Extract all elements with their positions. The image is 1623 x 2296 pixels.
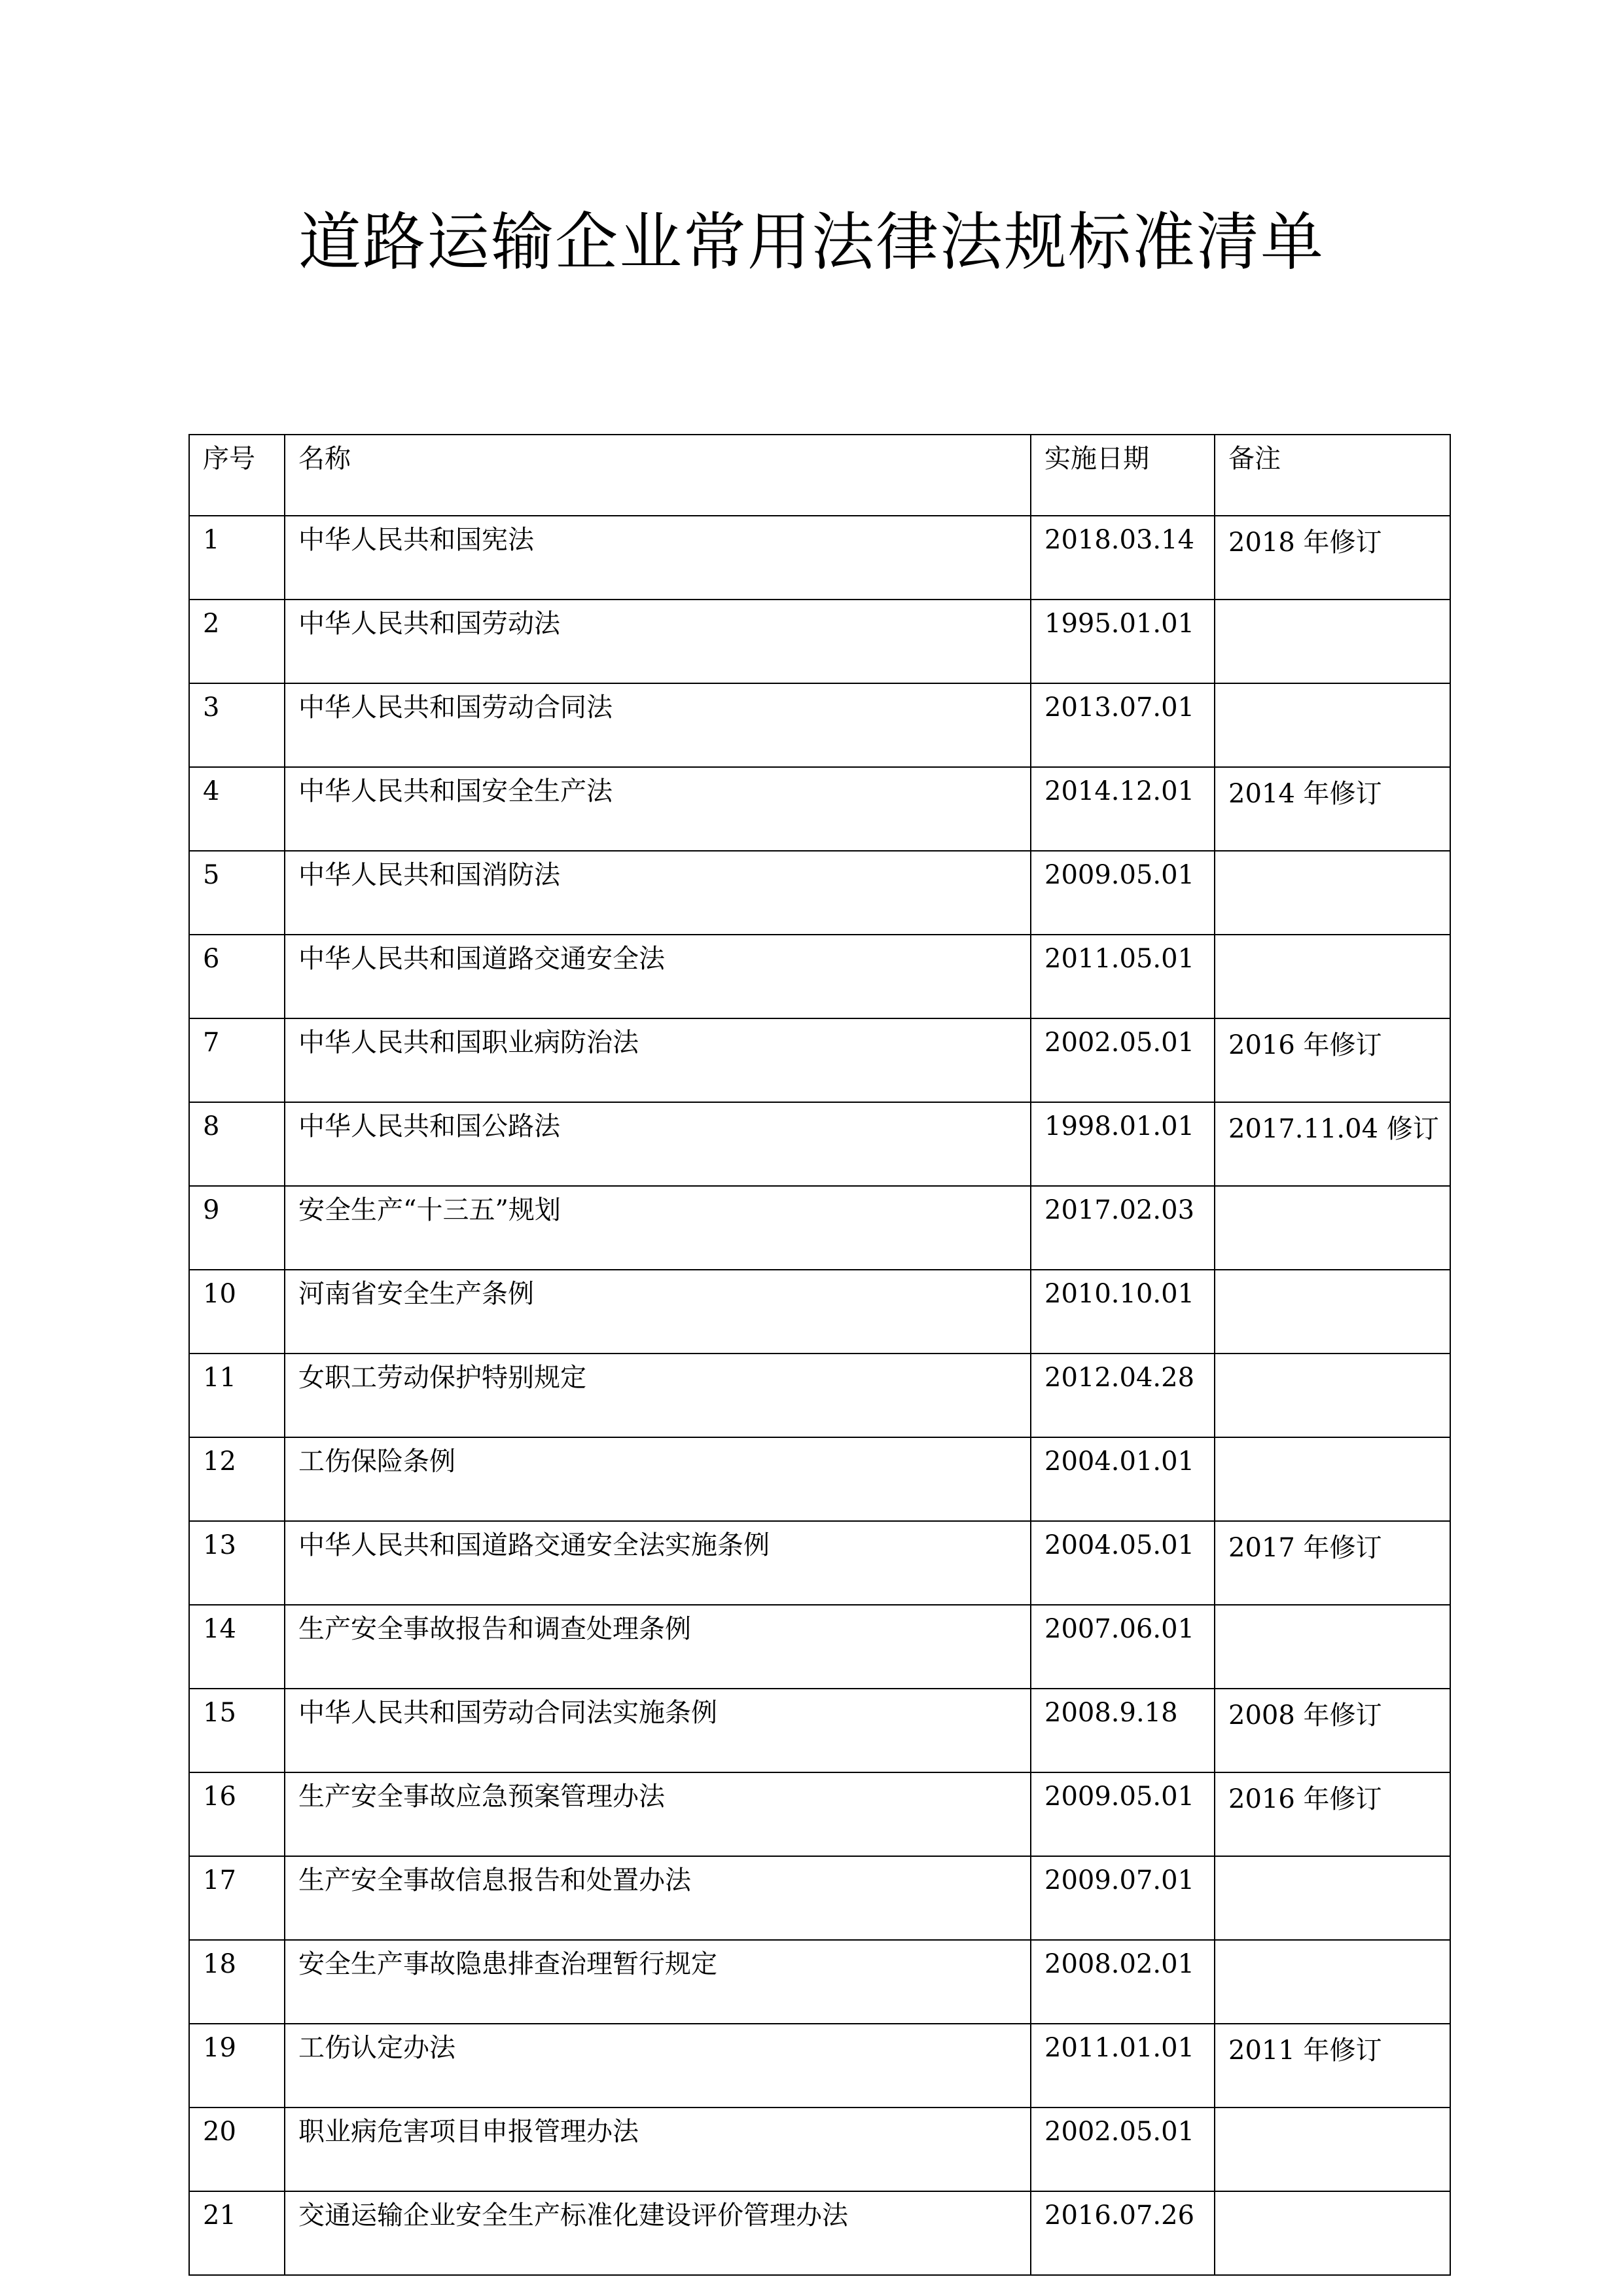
table-row bbox=[189, 1018, 1450, 1102]
cell-serial-number: 20 bbox=[189, 2108, 285, 2191]
cell-name: 工伤认定办法 bbox=[285, 2024, 1031, 2108]
table-row bbox=[189, 1354, 1450, 1437]
table-row bbox=[189, 2191, 1450, 2275]
cell-serial-number: 14 bbox=[189, 1605, 285, 1689]
cell-effective-date: 2002.05.01 bbox=[1031, 2108, 1215, 2191]
cell-effective-date: 2018.03.14 bbox=[1031, 516, 1215, 600]
cell-remarks: 2017 年修订 bbox=[1215, 1521, 1450, 1605]
cell-effective-date: 2007.06.01 bbox=[1031, 1605, 1215, 1689]
cell-name: 生产安全事故信息报告和处置办法 bbox=[285, 1856, 1031, 1940]
cell-effective-date: 1998.01.01 bbox=[1031, 1102, 1215, 1186]
cell-name: 中华人民共和国劳动合同法 bbox=[285, 683, 1031, 767]
cell-effective-date: 2008.9.18 bbox=[1031, 1689, 1215, 1772]
cell-name: 工伤保险条例 bbox=[285, 1437, 1031, 1521]
cell-effective-date: 2009.05.01 bbox=[1031, 1772, 1215, 1856]
table-row bbox=[189, 1521, 1450, 1605]
cell-remarks bbox=[1215, 683, 1450, 767]
cell-name: 女职工劳动保护特别规定 bbox=[285, 1354, 1031, 1437]
cell-effective-date: 2002.05.01 bbox=[1031, 1018, 1215, 1102]
cell-serial-number: 21 bbox=[189, 2191, 285, 2275]
cell-name: 河南省安全生产条例 bbox=[285, 1270, 1031, 1354]
table-row bbox=[189, 600, 1450, 683]
cell-name: 中华人民共和国宪法 bbox=[285, 516, 1031, 600]
cell-name: 中华人民共和国道路交通安全法实施条例 bbox=[285, 1521, 1031, 1605]
cell-remarks bbox=[1215, 1186, 1450, 1270]
cell-remarks: 2018 年修订 bbox=[1215, 516, 1450, 600]
cell-remarks: 2017.11.04 修订 bbox=[1215, 1102, 1450, 1186]
table-body bbox=[189, 516, 1450, 2275]
cell-serial-number: 17 bbox=[189, 1856, 285, 1940]
cell-name: 中华人民共和国公路法 bbox=[285, 1102, 1031, 1186]
cell-name: 交通运输企业安全生产标准化建设评价管理办法 bbox=[285, 2191, 1031, 2275]
cell-effective-date: 2004.05.01 bbox=[1031, 1521, 1215, 1605]
cell-serial-number: 10 bbox=[189, 1270, 285, 1354]
cell-serial-number: 2 bbox=[189, 600, 285, 683]
cell-serial-number: 15 bbox=[189, 1689, 285, 1772]
cell-effective-date: 1995.01.01 bbox=[1031, 600, 1215, 683]
cell-remarks bbox=[1215, 851, 1450, 935]
cell-serial-number: 18 bbox=[189, 1940, 285, 2024]
table-row bbox=[189, 2108, 1450, 2191]
cell-effective-date: 2017.02.03 bbox=[1031, 1186, 1215, 1270]
cell-effective-date: 2012.04.28 bbox=[1031, 1354, 1215, 1437]
law-regulation-table bbox=[188, 434, 1451, 2276]
cell-name: 职业病危害项目申报管理办法 bbox=[285, 2108, 1031, 2191]
cell-remarks: 2008 年修订 bbox=[1215, 1689, 1450, 1772]
cell-serial-number: 9 bbox=[189, 1186, 285, 1270]
cell-effective-date: 2011.01.01 bbox=[1031, 2024, 1215, 2108]
cell-name: 中华人民共和国道路交通安全法 bbox=[285, 935, 1031, 1018]
cell-serial-number: 7 bbox=[189, 1018, 285, 1102]
cell-name: 中华人民共和国安全生产法 bbox=[285, 767, 1031, 851]
cell-serial-number: 12 bbox=[189, 1437, 285, 1521]
table-row bbox=[189, 683, 1450, 767]
cell-effective-date: 2013.07.01 bbox=[1031, 683, 1215, 767]
table-row bbox=[189, 1605, 1450, 1689]
document-title: 道路运输企业常用法律法规标准清单 bbox=[298, 206, 1325, 279]
header-effective-date: 实施日期 bbox=[1031, 435, 1215, 516]
cell-effective-date: 2011.05.01 bbox=[1031, 935, 1215, 1018]
cell-remarks bbox=[1215, 935, 1450, 1018]
cell-serial-number: 13 bbox=[189, 1521, 285, 1605]
cell-remarks bbox=[1215, 2191, 1450, 2275]
table-row bbox=[189, 1856, 1450, 1940]
cell-name: 安全生产“十三五”规划 bbox=[285, 1186, 1031, 1270]
cell-name: 生产安全事故报告和调查处理条例 bbox=[285, 1605, 1031, 1689]
cell-effective-date: 2004.01.01 bbox=[1031, 1437, 1215, 1521]
cell-name: 生产安全事故应急预案管理办法 bbox=[285, 1772, 1031, 1856]
table-row bbox=[189, 516, 1450, 600]
table-row bbox=[189, 1940, 1450, 2024]
cell-remarks: 2014 年修订 bbox=[1215, 767, 1450, 851]
cell-name: 安全生产事故隐患排查治理暂行规定 bbox=[285, 1940, 1031, 2024]
header-serial-number: 序号 bbox=[189, 435, 285, 516]
cell-effective-date: 2008.02.01 bbox=[1031, 1940, 1215, 2024]
table-row bbox=[189, 767, 1450, 851]
cell-remarks: 2011 年修订 bbox=[1215, 2024, 1450, 2108]
cell-remarks bbox=[1215, 1437, 1450, 1521]
cell-serial-number: 8 bbox=[189, 1102, 285, 1186]
cell-remarks bbox=[1215, 1605, 1450, 1689]
cell-name: 中华人民共和国消防法 bbox=[285, 851, 1031, 935]
cell-effective-date: 2016.07.26 bbox=[1031, 2191, 1215, 2275]
cell-remarks: 2016 年修订 bbox=[1215, 1018, 1450, 1102]
table-row bbox=[189, 1689, 1450, 1772]
cell-remarks bbox=[1215, 600, 1450, 683]
cell-effective-date: 2014.12.01 bbox=[1031, 767, 1215, 851]
cell-serial-number: 5 bbox=[189, 851, 285, 935]
table-row bbox=[189, 1102, 1450, 1186]
cell-effective-date: 2009.05.01 bbox=[1031, 851, 1215, 935]
table-header-row bbox=[189, 435, 1450, 516]
cell-serial-number: 4 bbox=[189, 767, 285, 851]
table-row bbox=[189, 1186, 1450, 1270]
table-row bbox=[189, 935, 1450, 1018]
cell-serial-number: 19 bbox=[189, 2024, 285, 2108]
header-remarks: 备注 bbox=[1215, 435, 1450, 516]
table-row bbox=[189, 1437, 1450, 1521]
cell-serial-number: 16 bbox=[189, 1772, 285, 1856]
table-row bbox=[189, 1270, 1450, 1354]
cell-name: 中华人民共和国劳动合同法实施条例 bbox=[285, 1689, 1031, 1772]
cell-remarks bbox=[1215, 1354, 1450, 1437]
cell-name: 中华人民共和国职业病防治法 bbox=[285, 1018, 1031, 1102]
cell-serial-number: 3 bbox=[189, 683, 285, 767]
cell-name: 中华人民共和国劳动法 bbox=[285, 600, 1031, 683]
cell-effective-date: 2010.10.01 bbox=[1031, 1270, 1215, 1354]
cell-serial-number: 1 bbox=[189, 516, 285, 600]
table-row bbox=[189, 1772, 1450, 1856]
table-row bbox=[189, 851, 1450, 935]
cell-remarks bbox=[1215, 1270, 1450, 1354]
cell-remarks bbox=[1215, 1856, 1450, 1940]
cell-remarks: 2016 年修订 bbox=[1215, 1772, 1450, 1856]
table-row bbox=[189, 2024, 1450, 2108]
cell-effective-date: 2009.07.01 bbox=[1031, 1856, 1215, 1940]
cell-serial-number: 11 bbox=[189, 1354, 285, 1437]
cell-remarks bbox=[1215, 1940, 1450, 2024]
cell-serial-number: 6 bbox=[189, 935, 285, 1018]
cell-remarks bbox=[1215, 2108, 1450, 2191]
header-name: 名称 bbox=[285, 435, 1031, 516]
